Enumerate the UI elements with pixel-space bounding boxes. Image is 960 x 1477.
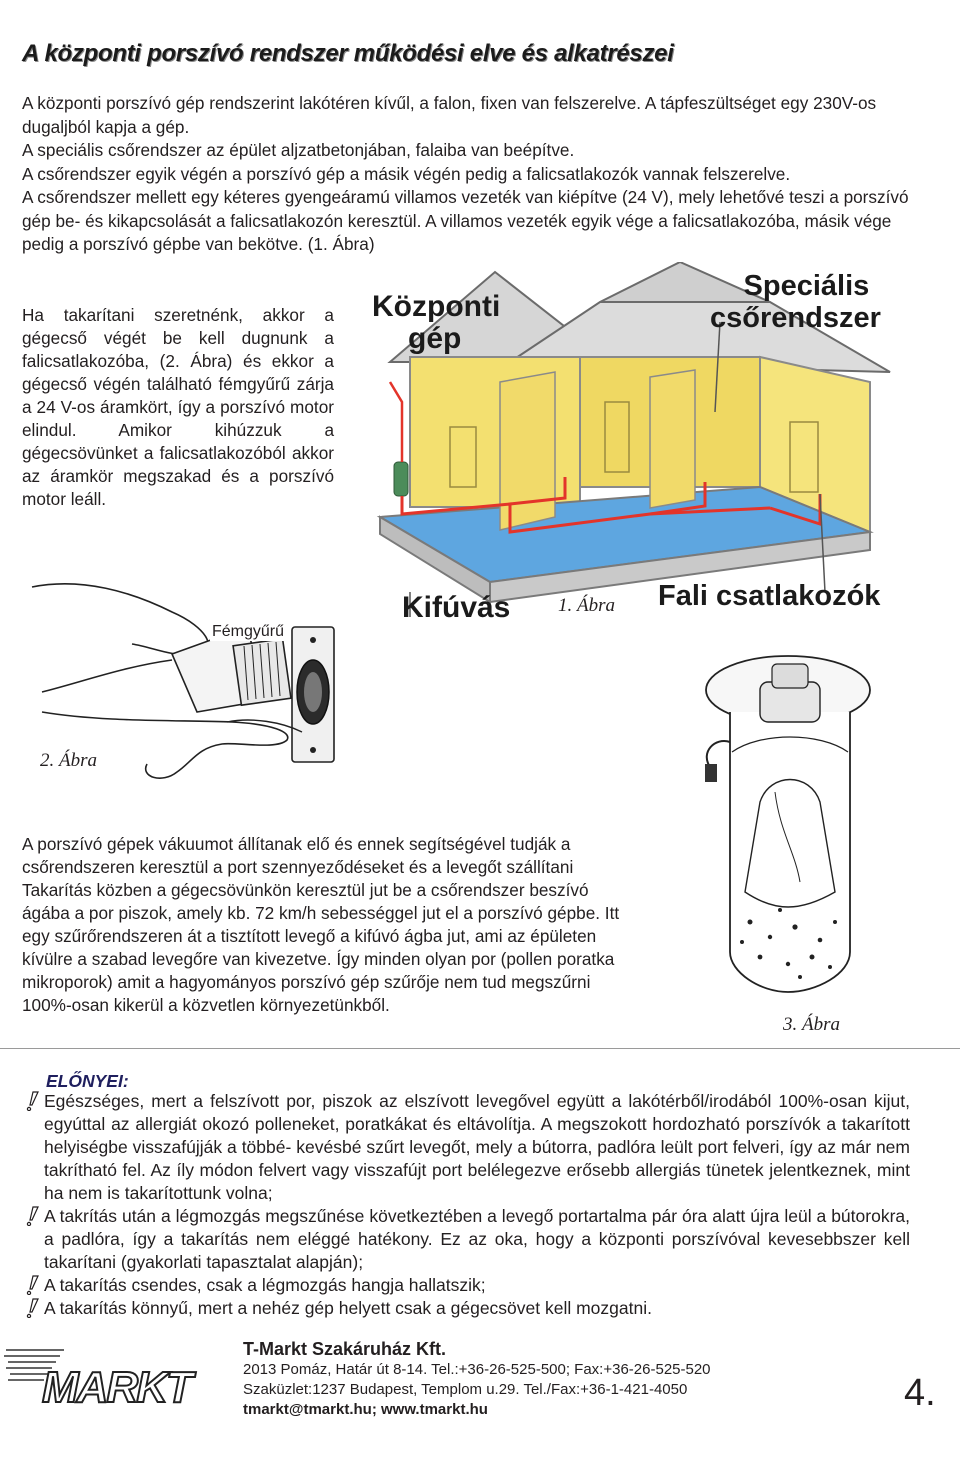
text-line: kívülre a szabad levegőre van kivezetve. Így minden olyan por (pollen poratka [22,949,615,969]
advantage-text: Egészséges, mert a felszívott por, piszok az elszívott levegővel együtt a lakótérből/irodából 100%-osan kijut, egyúttal az allergiát okozó polleneket, poratkákat és eltávolítja. A megszokott hordozható porszívók a takarított helyiségbe visszafújják a többé- kevésbé szűrt levegőt, mely a bútorra, padlóra leült port felveri, így az már nem takrítható fel. Az íly módon felvert vagy visszafújt port belélegezve erősebb allergiás tünetek jelentkeznek, mint ha nem is takarítottunk volna; [44,1091,910,1203]
advantages-list [44,1090,910,1320]
list-item [44,1297,910,1320]
advantage-text: A takarítás könnyű, mert a nehéz gép helyett csak a gégecsövet kell mozgatni. [44,1298,652,1318]
text-line: csőrendszeren keresztül a port szennyeződéseket és a levegőt szállítani [22,857,574,877]
page-number: 4. [904,1372,936,1414]
advantage-text: A takarítás csendes, csak a légmozgás hangja hallatszik; [44,1275,486,1295]
list-item [44,1205,910,1274]
exclamation-icon [24,1275,40,1295]
logo-wordmark: MARKT [42,1363,191,1412]
vacuum-principle-text [22,833,695,1023]
list-item [44,1274,910,1297]
advantage-text: A takrítás után a légmozgás megszűnése következtében a levegő portartalma pár óra alatt újra leül a bútorokra, a padlóra, így a takarítás nem eléggé hatékony. Ez az oka, hogy a központi porszívóval kevesebbszer kell takarítani (gyakorlati tapasztalat alapján); [44,1206,910,1272]
label-pipe-system-line1: Speciális [743,270,870,302]
label-central-unit [372,291,500,355]
company-name: T-Markt Szakáruház Kft. [243,1339,447,1359]
exclamation-icon [24,1298,40,1318]
label-pipe-system-line2: csőrendszer [710,302,881,334]
exclamation-icon [24,1206,40,1226]
label-exhaust: Kifúvás [402,591,511,624]
intro-paragraph-2: A speciális csőrendszer az épület aljzatbetonjában, falaiba van beépítve. [22,140,575,160]
figure-2-caption: 2. Ábra [40,750,97,771]
figure-3-caption: 3. Ábra [783,1014,840,1035]
shop-address: Szaküzlet:1237 Budapest, Templom u.29. Tel./Fax:+36-1-421-4050 [243,1381,688,1398]
intro-paragraph-1: A központi porszívó gép rendszerint lakótéren kívűl, a falon, fixen van felszerelve. A tápfeszültséget egy 230V-os dugaljból kapja a gép. [22,93,877,137]
label-central-unit-line1: Központi [372,290,501,323]
figure-1-caption: 1. Ábra [558,595,615,616]
exclamation-icon [24,1091,40,1111]
text-line: 100%-osan kikerül a közvetlen környezetünkből. [22,995,390,1015]
markt-logo [4,1340,204,1416]
label-central-unit-line2: gép [408,322,462,355]
list-item [44,1090,910,1205]
text-line: ágába a por piszok, amely kb. 72 km/h sebességgel jut el a porszívó gépbe. Itt [22,903,620,923]
intro-text [22,92,912,257]
text-line: mikroporok) amit a hagyományos porszívó gép szűrője nem tud megszűrni [22,972,591,992]
label-wall-outlets: Fali csatlakozók [658,580,881,612]
text-line: A porszívó gépek vákuumot állítanak elő és ennek segítségével tudják a [22,834,571,854]
page-title: A központi porszívó rendszer működési elve és alkatrészei [22,40,674,67]
label-pipe-system [710,270,881,334]
section-divider [0,1048,960,1049]
intro-paragraph-3: A csőrendszer egyik végén a porszívó gép a másik végén pedig a falicsatlakozók vannak felszerelve. [22,163,791,184]
outlet-usage-text: Ha takarítani szeretnénk, akkor a gégecső végét be kell dugnunk a falicsatlakozóba, (2. Ábra) és ekkor a gégecső végén található fémgyűrű zárja a 24 V-os áramkört, így a porszívó motor elindul. Amikor kihúzzuk a gégecsövünket a falicsatlakozóból akkor az áramkör megszakad és a porszívó motor leáll. [22,305,334,509]
figure-3-vacuum-unit [700,652,875,1020]
company-address: 2013 Pomáz, Határ út 8-14. Tel.:+36-26-525-500; Fax:+36-26-525-520 [243,1361,711,1378]
text-line: Takarítás közben a gégecsövünkön keresztül jut be a csőrendszer beszívó [22,880,589,900]
label-metal-ring: Fémgyűrű [212,623,285,640]
company-contact: tmarkt@tmarkt.hu; www.tmarkt.hu [243,1401,488,1418]
intro-paragraph-4: A csőrendszer mellett egy kéteres gyengeáramú villamos vezeték van kiépítve (24 V), mely lehetővé teszi a porszívó gép be- és kikapcsolását a falicsatlakozón keresztül. A villamos vezeték egyik vége a falicsatlakozóba, másik vége pedig a porszívó gépbe van bekötve. (1. Ábra) [22,187,909,254]
advantages-heading: ELŐNYEI: [46,1071,129,1091]
text-line: egy szűrőrendszeren át a tisztított levegő a kifúvó ágba jut, ami az épületen [22,926,597,946]
